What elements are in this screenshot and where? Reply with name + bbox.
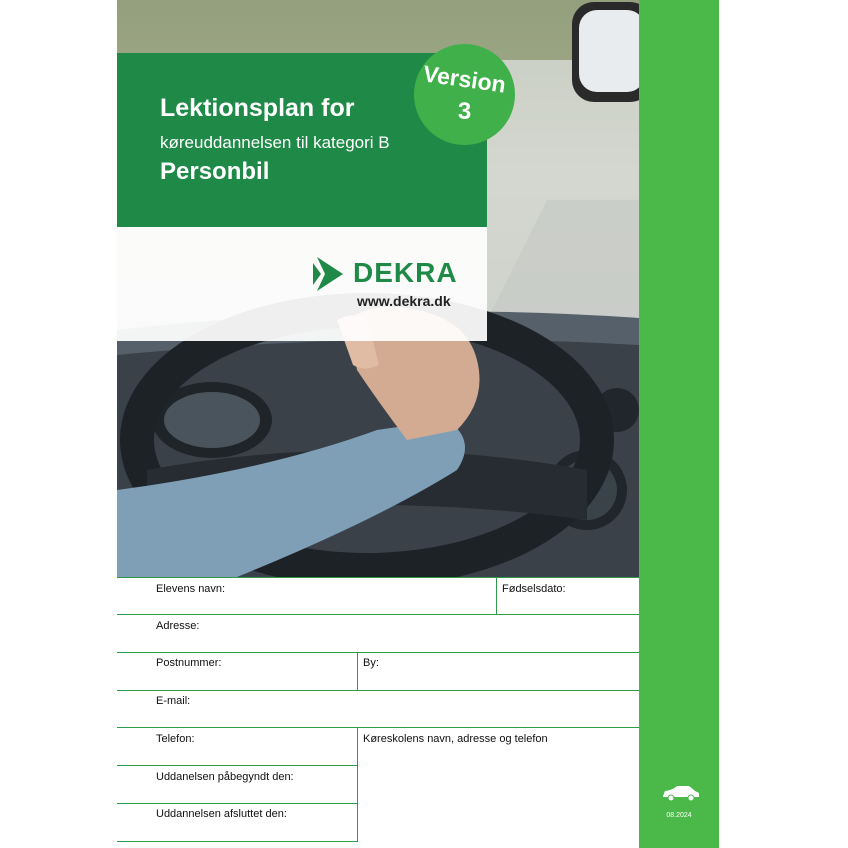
postal-code-label: Postnummer: <box>156 657 222 669</box>
edition-date: 08.2024 <box>666 812 692 819</box>
logo-block <box>117 227 487 341</box>
city-label: By: <box>363 657 379 669</box>
side-strip <box>639 0 719 848</box>
form-divider-school <box>357 727 358 842</box>
document-title: Lektionsplan for <box>160 94 355 122</box>
end-date-label: Uddannelsen afsluttet den: <box>156 808 287 820</box>
school-label: Køreskolens navn, adresse og telefon <box>363 733 548 745</box>
dekra-logo-icon <box>313 255 347 293</box>
version-word: Version <box>421 60 508 98</box>
document-subtitle: køreuddannelsen til kategori B <box>160 133 390 152</box>
start-date-label: Uddanelsen påbegyndt den: <box>156 771 294 783</box>
version-badge <box>414 44 515 145</box>
form-line-6 <box>117 803 357 804</box>
phone-label: Telefon: <box>156 733 195 745</box>
form-line-5 <box>117 765 357 766</box>
form-line-3 <box>117 690 639 691</box>
logo-brand: DEKRA <box>353 257 458 288</box>
email-label: E-mail: <box>156 695 191 707</box>
form-line-2 <box>117 652 639 653</box>
student-info-form <box>117 577 639 848</box>
form-divider-birthdate <box>496 577 497 614</box>
address-label: Adresse: <box>156 620 200 632</box>
form-line-1 <box>117 614 639 615</box>
form-line-7 <box>117 841 357 842</box>
form-divider-city <box>357 652 358 690</box>
student-name-label: Elevens navn: <box>156 583 226 595</box>
version-number: 3 <box>457 98 472 125</box>
car-icon <box>661 784 701 802</box>
logo-url: www.dekra.dk <box>357 293 451 309</box>
form-line-4 <box>117 727 639 728</box>
vehicle-category: Personbil <box>160 158 270 185</box>
birthdate-label: Fødselsdato: <box>502 583 566 595</box>
form-line-top <box>117 577 639 578</box>
